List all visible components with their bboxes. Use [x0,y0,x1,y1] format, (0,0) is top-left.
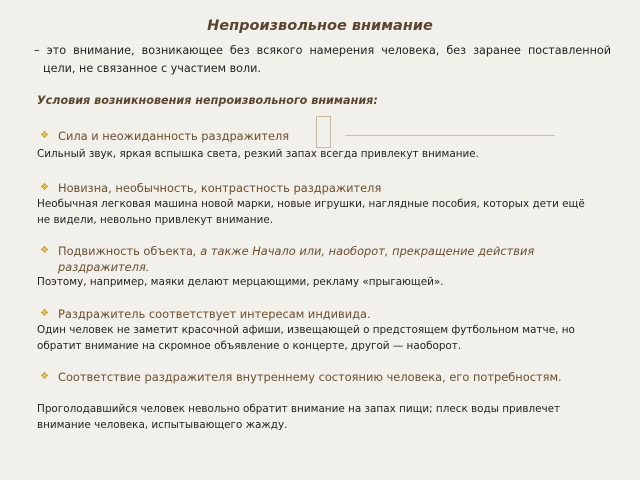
definition-text: – это внимание, возникающее без всякого намерения человека, без заранее поставленной цели, не связанное с участием воли. [34,44,611,75]
decorative-line [345,135,555,136]
bullet-item-1 [40,128,330,144]
bullet-description-4: Один человек не заметит красочной афиши, извещающей о предстоящем футбольном матче, но обратит внимание на скромное объявление о концерте, другой — наоборот. [37,324,575,352]
bullet-icon: ❖ [40,308,49,319]
bullet-description-3: Поэтому, например, маяки делают мерцающими, рекламу «прыгающей». [37,276,444,288]
bullet-item-2 [40,180,600,196]
bullet-label-rest: , а также Начало или, наоборот, прекращение действия раздражителя. [58,244,535,274]
bullet-description-1: Сильный звук, яркая вспышка света, резкий запах всегда привлекут внимание. [37,148,479,160]
bullet-description-2: Необычная легковая машина новой марки, новые игрушки, наглядные пособия, которых дети ещё не видели, невольно привлекут внимание. [37,198,585,226]
bullet-icon: ❖ [40,245,49,256]
bullet-label: Раздражитель соответствует интересам индивида. [58,307,371,321]
bullet-label: Новизна, необычность, контрастность раздражителя [58,181,382,195]
bullet-label-main: Подвижность объекта [58,244,193,258]
slide-title: Непроизвольное внимание [207,18,433,34]
bullet-icon: ❖ [40,130,49,141]
bullet-label: Сила и неожиданность раздражителя [58,129,290,143]
bullet-item-5 [40,369,580,385]
bullet-icon: ❖ [40,371,49,382]
conditions-heading: Условия возникновения непроизвольного внимания: [37,94,378,107]
bullet-item-4 [40,306,600,322]
bullet-description-5: Проголодавшийся человек невольно обратит внимание на запах пищи; плеск воды привлечет внимание человека, испытывающего жажду. [37,403,561,431]
bullet-label: Соответствие раздражителя внутреннему состоянию человека, его потребностям. [58,370,562,384]
bullet-item-3 [40,243,600,275]
bullet-icon: ❖ [40,182,49,193]
